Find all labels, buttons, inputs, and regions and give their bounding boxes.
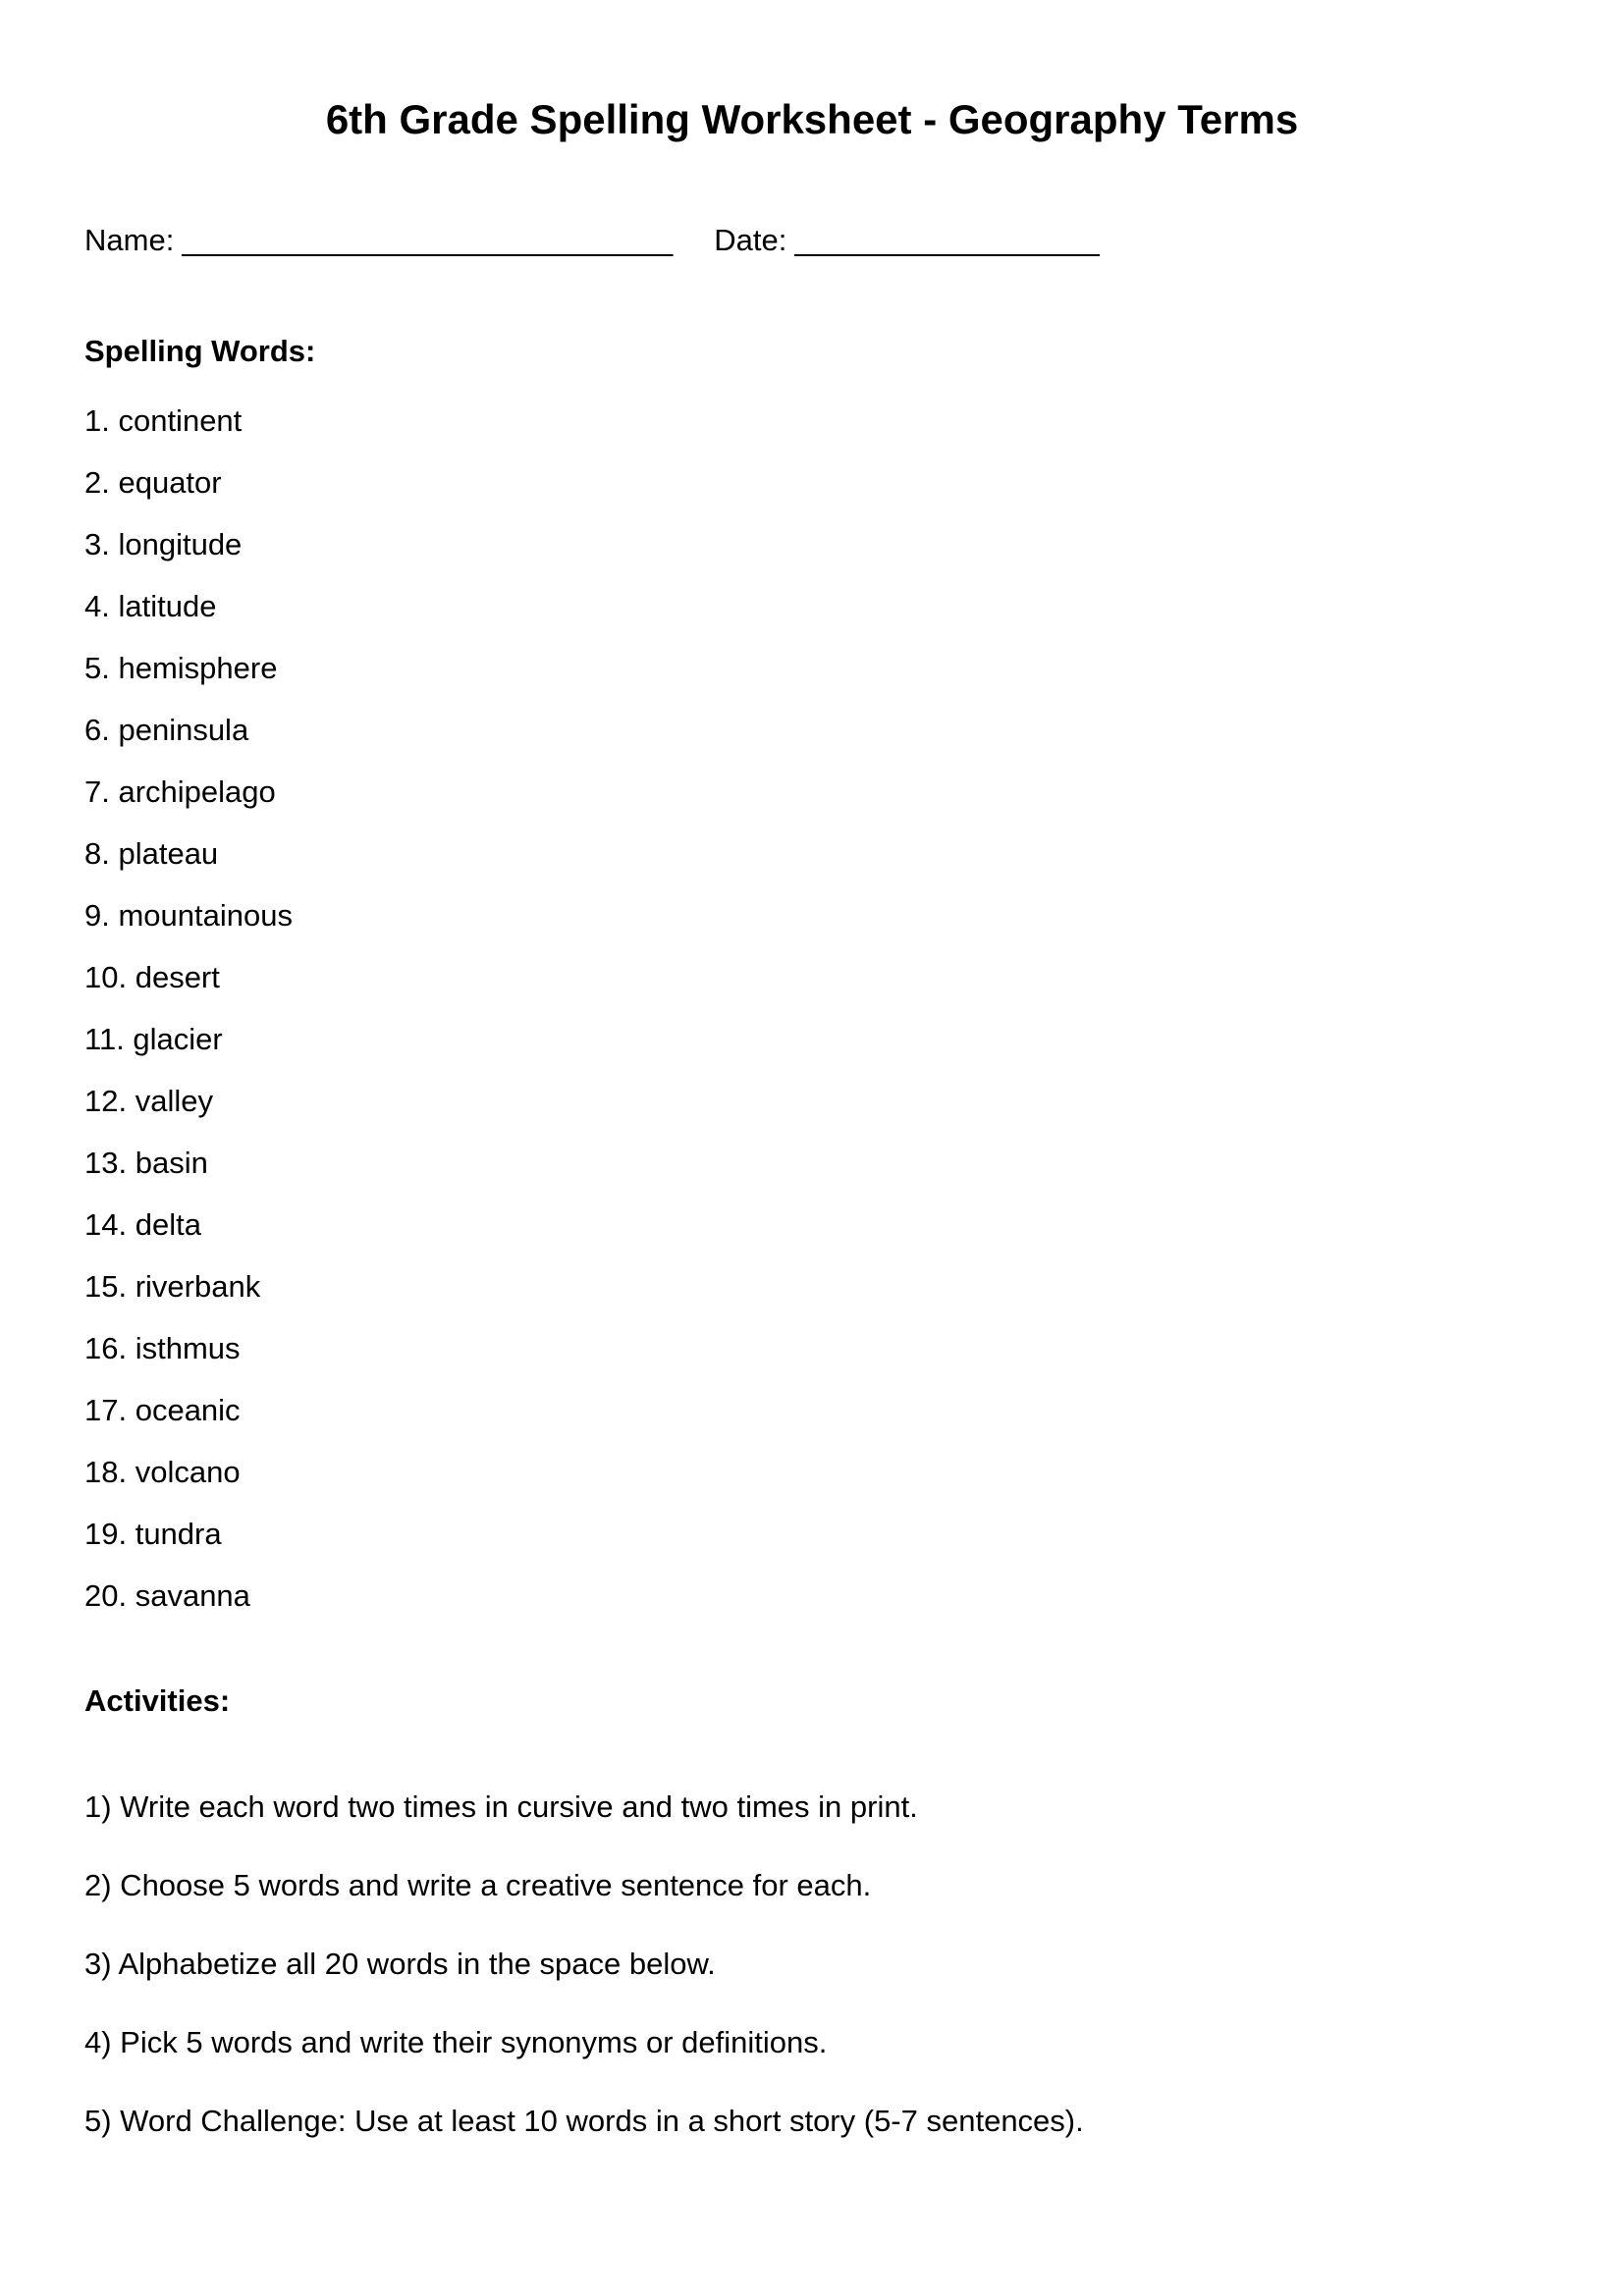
activities-heading: Activities:: [84, 1683, 231, 1718]
spelling-word-item: 10. desert: [84, 960, 220, 994]
spelling-word-item: 6. peninsula: [84, 713, 249, 747]
spelling-word-item: 15. riverbank: [84, 1269, 261, 1304]
spelling-word-item: 16. isthmus: [84, 1331, 241, 1365]
spelling-word-item: 11. glacier: [84, 1022, 223, 1056]
activity-item: 5) Word Challenge: Use at least 10 words in a short story (5-7 sentences).: [84, 2104, 1084, 2138]
spelling-word-item: 3. longitude: [84, 527, 243, 561]
spelling-word-item: 8. plateau: [84, 836, 219, 871]
date-label: Date:: [714, 223, 787, 257]
spelling-word-item: 20. savanna: [84, 1578, 250, 1613]
activity-item: 2) Choose 5 words and write a creative sentence for each.: [84, 1868, 872, 1902]
spelling-word-item: 5. hemisphere: [84, 651, 278, 685]
spelling-word-item: 2. equator: [84, 465, 222, 500]
spelling-word-item: 1. continent: [84, 403, 243, 438]
activity-item: 1) Write each word two times in cursive and two times in print.: [84, 1789, 918, 1824]
activity-item: 4) Pick 5 words and write their synonyms or definitions.: [84, 2025, 828, 2059]
date-blank-line: __________________: [794, 223, 1100, 257]
spelling-word-item: 9. mountainous: [84, 898, 293, 933]
name-date-row: [84, 225, 1540, 255]
activity-list: [84, 1791, 1540, 2136]
spelling-word-item: 18. volcano: [84, 1455, 241, 1489]
spelling-word-item: 4. latitude: [84, 589, 217, 623]
activity-item: 3) Alphabetize all 20 words in the space below.: [84, 1947, 716, 1981]
spelling-words-heading: Spelling Words:: [84, 334, 316, 368]
worksheet-title: 6th Grade Spelling Worksheet - Geography Terms: [325, 96, 1299, 142]
spelling-word-item: 19. tundra: [84, 1517, 222, 1551]
spelling-word-item: 17. oceanic: [84, 1393, 241, 1427]
name-blank-line: _____________________________: [182, 223, 674, 257]
spelling-word-item: 12. valley: [84, 1084, 213, 1118]
spelling-word-item: 7. archipelago: [84, 774, 276, 809]
spelling-word-list: [84, 405, 1540, 1611]
spelling-word-item: 13. basin: [84, 1146, 208, 1180]
name-label: Name:: [84, 223, 175, 257]
spelling-word-item: 14. delta: [84, 1207, 201, 1242]
